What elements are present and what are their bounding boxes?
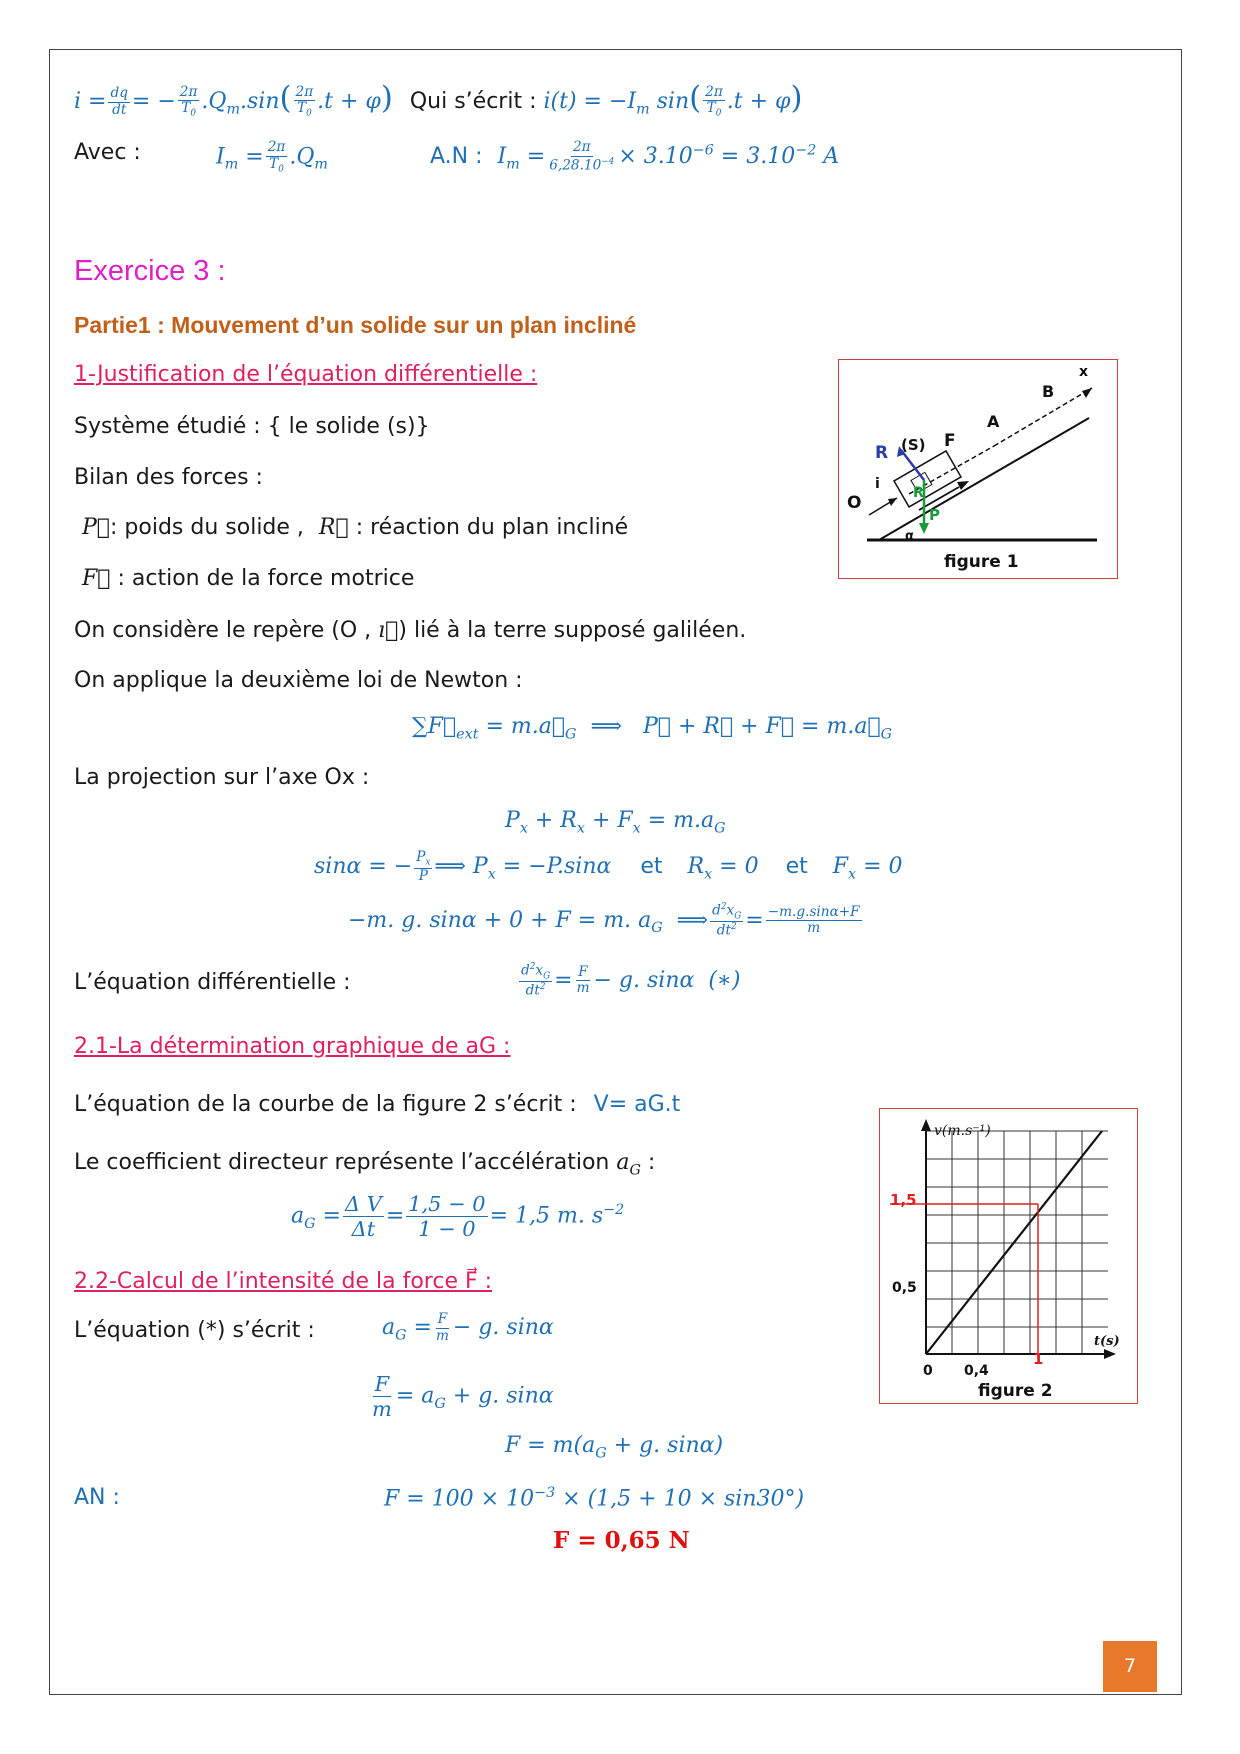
force-r-text: : réaction du plan incliné: [355, 515, 629, 540]
fig1-caption: figure 1: [944, 552, 1019, 572]
sin-line: sinα = − $\frac{P_x}{P}$ ⟹ $P_x = -P.\sin\alpha$ et $R_x = 0$ et $F_x = 0$: [314, 849, 903, 884]
fig1-o: O: [847, 493, 862, 513]
fig1-s: (S): [901, 436, 926, 454]
section1-heading: 1-Justification de l’équation différentielle :: [74, 362, 538, 387]
section21-heading: [74, 1034, 510, 1060]
partie-title: Partie1 : Mouvement d’un solide sur un plan incliné: [74, 312, 637, 338]
im-definition: $I_m$ = $\frac{2\pi}{T_0}$ $.Q_m$: [216, 139, 328, 175]
newton-text: On applique la deuxième loi de Newton :: [74, 668, 523, 693]
force-p-text: : poids du solide ,: [110, 515, 304, 540]
fig1-a: A: [987, 412, 1000, 431]
ag-equation: $a_G$ = $\frac{\text{Δ V}}{\Delta t}$ = $\frac{1,5 - 0}{1 - 0}$ = 1,5 m. $s^{-2}$: [291, 1192, 625, 1242]
newton-equation: $\sum F⃗_{ext}$ = $m.a⃗_G$ ⟹ P⃗ + R⃗ + F⃗ = $m.a⃗_G$: [412, 714, 893, 743]
repere-end-text: ) lié à la terre supposé galiléen.: [398, 618, 747, 643]
fig2-y-label: v(m.s⁻¹): [934, 1123, 991, 1139]
et-2: et: [785, 854, 808, 880]
section22-heading: 2.2-Calcul de l’intensité de la force F⃗ :: [74, 1269, 493, 1294]
force-f-line: F⃗ : action de la force motrice: [82, 566, 415, 591]
current-equation-line: i = $\frac{dq}{dt}$ = − $\frac{2\pi}{T_0}$ $.Q_m.\sin$( $\frac{2\pi}{T_0}$ .t + φ) Qui s’écrit : $i(t) = -I_m$ sin( $\frac{2\pi}{T_0}$ .t + φ): [74, 80, 803, 120]
projection-equation: $P_x + R_x + F_x = m.a_G$: [505, 808, 726, 837]
fig2-tick-0: 0: [923, 1363, 933, 1379]
projection-text: La projection sur l’axe Ox :: [74, 765, 370, 790]
fig2-tick-04: 0,4: [964, 1363, 989, 1379]
an-line-top: A.N : $I_m$ = $\frac{2\pi}{6,28.10^{-4}}$ × $3.10^{-6} = 3.10^{-2}$ A: [430, 139, 840, 174]
figure2: [879, 1108, 1138, 1404]
section21-heading-text: 2.1-La détermination graphique de aG :: [74, 1034, 511, 1059]
fig2-tick-15: 1,5: [890, 1191, 917, 1209]
fig1-r: R: [875, 443, 889, 463]
eqdiff-equation: $\frac{d^2x_G}{dt^2}$ = $\frac{F}{m}$ − g. sinα (∗): [521, 962, 741, 999]
courbe-equation: V= aG.t: [593, 1092, 681, 1117]
figure2-svg: [880, 1109, 1136, 1402]
figure1: [838, 359, 1118, 579]
bilan-text: Bilan des forces :: [74, 465, 263, 490]
qui-secrit-text: Qui s’écrit :: [409, 89, 537, 114]
svg-text:R: R: [913, 485, 924, 501]
courbe-line: [74, 1092, 680, 1118]
fig1-f: F: [944, 431, 956, 451]
eqdiff-label: L’équation différentielle :: [74, 970, 351, 995]
coef-line: Le coefficient directeur représente l’accélération $a_G$ :: [74, 1150, 656, 1179]
fig1-i: i: [875, 476, 880, 492]
repere-line: On considère le repère (O , ı⃗) lié à la terre supposé galiléen.: [74, 618, 747, 643]
courbe-text: L’équation de la courbe de la figure 2 s’écrit :: [74, 1092, 577, 1117]
fig2-x-label: t(s): [1094, 1334, 1120, 1349]
eq1: $a_G$ = $\frac{F}{m}$ − g. sinα: [382, 1311, 554, 1344]
fig2-caption: figure 2: [978, 1381, 1053, 1401]
full-equation: −m. g. sinα + 0 + F = m. $a_G$ ⟹ $\frac{d^2x_G}{dt^2}$ = $\frac{-m.g.\sin\alpha+F}{m}$: [348, 902, 860, 939]
repere-text: On considère le repère (O ,: [74, 618, 379, 643]
avec-line: [74, 140, 141, 166]
page-number: 7: [1103, 1641, 1157, 1692]
force-f-text: : action de la force motrice: [117, 566, 415, 591]
figure1-svg: [839, 360, 1116, 577]
fig1-x: x: [1079, 364, 1089, 380]
et-1: et: [640, 854, 663, 880]
fig2-tick-05: 0,5: [892, 1280, 917, 1296]
fig1-p: P: [929, 506, 940, 524]
fig2-tick-1: 1: [1033, 1350, 1044, 1368]
fig1-alpha: α: [905, 529, 914, 544]
result-f: F = 0,65 N: [553, 1527, 690, 1554]
systeme-text: Système étudié : { le solide (s)}: [74, 414, 430, 439]
an-label-top: A.N :: [430, 143, 483, 169]
forces-pr-line: P⃗: poids du solide , R⃗ : réaction du plan incliné: [82, 515, 629, 540]
an-equation: $F = 100 \times 10^{-3} \times (1,5 + 10 \times \sin 30^\circ)$: [384, 1485, 805, 1512]
eq3: $F = m(a_G + g$. sinα): [505, 1433, 724, 1462]
coef-text: Le coefficient directeur représente l’accélération: [74, 1150, 610, 1175]
eq2: $\frac{F}{m}$ = $a_G + g$. sinα: [372, 1372, 554, 1422]
an-label-bottom: AN :: [74, 1485, 120, 1510]
avec-label: Avec :: [74, 140, 141, 165]
fig1-b: B: [1042, 382, 1055, 401]
equation-ecrit-text: L’équation (*) s’écrit :: [74, 1318, 315, 1343]
exercice-title: Exercice 3 :: [74, 255, 226, 287]
